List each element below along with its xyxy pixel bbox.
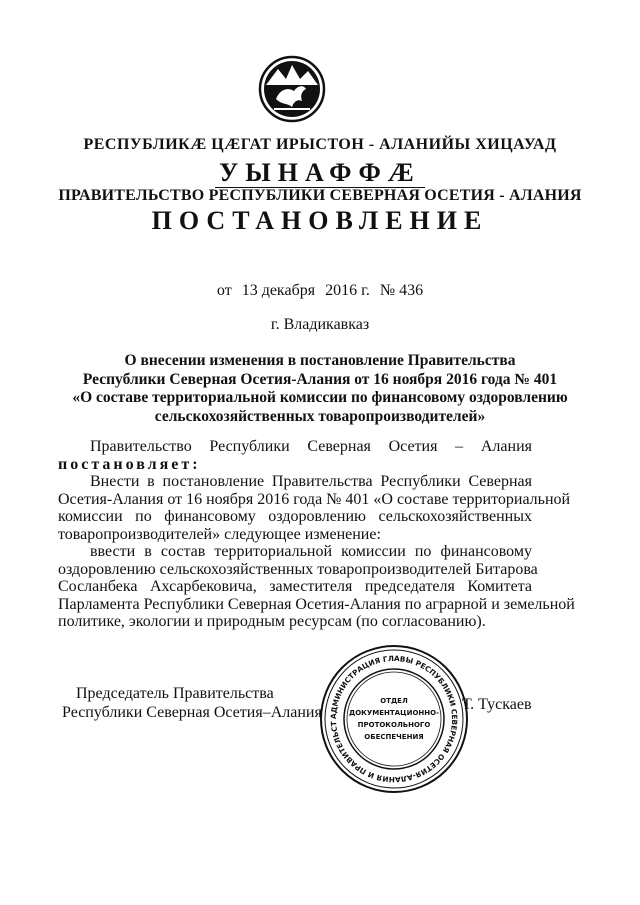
document-number: № 436 <box>379 282 424 299</box>
stamp-center-line: ДОКУМЕНТАЦИОННО- <box>349 709 439 717</box>
signatory-position <box>62 684 322 722</box>
body-line: Сосланбека Ахсарбековича, заместителя председателя Комитета <box>58 578 532 595</box>
body-intro-line: Правительство Республики Северная Осетия – Алания <box>90 438 532 455</box>
date-day-month: 13 декабря <box>241 282 316 299</box>
body-line: товаропроизводителей» следующее изменение: <box>58 525 381 543</box>
title-line: О внесении изменения в постановление Правительства <box>124 352 516 369</box>
body-line: комиссии по финансовому оздоровлению сельскохозяйственных <box>58 508 532 525</box>
stamp-center-line: ОТДЕЛ <box>380 697 408 705</box>
coat-of-arms-emblem <box>258 55 326 123</box>
signatory-name: Т. Тускаев <box>462 696 532 713</box>
body-line: оздоровлению сельскохозяйственных товаропроизводителей Битарова <box>58 560 538 578</box>
date-year: 2016 г. <box>325 282 370 299</box>
title-line: «О составе территориальной комиссии по финансовому оздоровлению <box>72 389 568 406</box>
body-line: Парламента Республики Северная Осетия-Алания по аграрной и земельной <box>58 595 575 613</box>
body-line: политике, экологии и природным ресурсам (по согласованию). <box>58 613 486 630</box>
body-resolves: постановляет: <box>58 455 201 473</box>
header-government-russian: ПРАВИТЕЛЬСТВО РЕСПУБЛИКИ СЕВЕРНАЯ ОСЕТИЯ - АЛАНИЯ <box>58 187 582 204</box>
document-date-number <box>0 282 640 300</box>
body-line: Внести в постановление Правительства Республики Северная <box>90 473 532 490</box>
signatory-position-line: Республики Северная Осетия–Алания <box>62 704 322 721</box>
date-prefix: от <box>216 282 232 299</box>
title-line: Республики Северная Осетия-Алания от 16 ноября 2016 года № 401 <box>82 370 558 388</box>
document-body <box>58 438 575 631</box>
body-line: ввести в состав территориальной комиссии по финансовому <box>90 543 532 560</box>
official-stamp <box>318 643 470 795</box>
stamp-center-line: ОБЕСПЕЧЕНИЯ <box>364 733 424 741</box>
stamp-center-line: ПРОТОКОЛЬНОГО <box>357 721 431 729</box>
document-type-title: ПОСТАНОВЛЕНИЕ <box>151 206 489 235</box>
body-line: Осетия-Алания от 16 ноября 2016 года № 401 «О составе территориальной <box>58 490 571 508</box>
signatory-position-line: Председатель Правительства <box>76 685 274 702</box>
document-subject-title <box>40 352 600 426</box>
header-decree-ossetian: УЫНАФФӔ <box>0 158 640 188</box>
city-name: г. Владикавказ <box>270 316 370 333</box>
header-republic-ossetian: РЕСПУБЛИКӔ ЦӔГАТ ИРЫСТОН - АЛАНИЙЫ ХИЦАУАД <box>83 136 557 153</box>
stamp-outer-text: АДМИНИСТРАЦИЯ ГЛАВЫ РЕСПУБЛИКИ СЕВЕРНАЯ ОСЕТИЯ-АЛАНИЯ И ПРАВИТЕЛЬСТ <box>328 653 460 785</box>
title-line: сельскохозяйственных товаропроизводителей» <box>154 407 486 425</box>
